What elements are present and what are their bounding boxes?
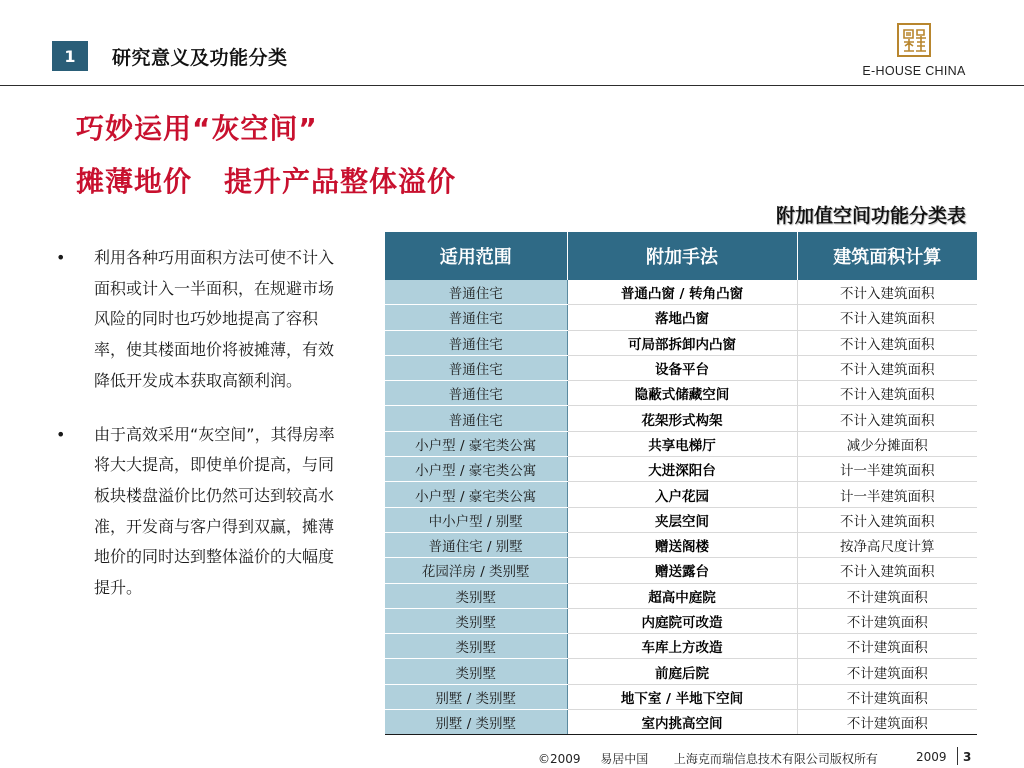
cell-scope: 类别墅: [385, 583, 567, 608]
headline-line-1: 巧妙运用“灰空间”: [76, 112, 318, 145]
table-row: [385, 634, 977, 659]
cell-scope: 普通住宅: [385, 381, 567, 406]
company-logo: [854, 22, 974, 80]
cell-area-calc: 不计建筑面积: [797, 608, 977, 633]
footer-year: 2009: [916, 750, 947, 764]
header-method: 附加手法: [567, 232, 797, 280]
e-house-seal-icon: [896, 22, 932, 58]
logo-text: E-HOUSE CHINA: [862, 64, 966, 78]
cell-scope: 类别墅: [385, 608, 567, 633]
cell-scope: 别墅 / 类别墅: [385, 710, 567, 735]
cell-scope: 普通住宅: [385, 330, 567, 355]
cell-area-calc: 不计建筑面积: [797, 710, 977, 735]
table-row: [385, 710, 977, 735]
cell-scope: 普通住宅: [385, 305, 567, 330]
cell-scope: 小户型 / 豪宅类公寓: [385, 457, 567, 482]
cell-area-calc: 不计入建筑面积: [797, 406, 977, 431]
cell-area-calc: 计一半建筑面积: [797, 457, 977, 482]
cell-method: 赠送阁楼: [567, 532, 797, 557]
table-row: [385, 507, 977, 532]
cell-method: 设备平台: [567, 355, 797, 380]
headline-line-2: [76, 160, 456, 200]
footer-company: 易居中国: [600, 752, 649, 766]
cell-method: 赠送露台: [567, 558, 797, 583]
cell-method: 入户花园: [567, 482, 797, 507]
table-row: [385, 608, 977, 633]
header-area-calc: 建筑面积计算: [797, 232, 977, 280]
section-number-badge: 1: [52, 41, 88, 71]
cell-area-calc: 不计建筑面积: [797, 659, 977, 684]
headline-part-2: 提升产品整体溢价: [224, 165, 457, 198]
cell-scope: 类别墅: [385, 634, 567, 659]
bullet-text: 由于高效采用“灰空间”，其得房率将大大提高，即使单价提高，与同板块楼盘溢价比仍然可达到较高水准，开发商与客户得到双赢，摊薄地价的同时达到整体溢价的大幅度提升。: [94, 424, 335, 598]
cell-area-calc: 不计入建筑面积: [797, 280, 977, 305]
cell-method: 花架形式构架: [567, 406, 797, 431]
cell-scope: 普通住宅 / 别墅: [385, 532, 567, 557]
table-title: 附加值空间功能分类表: [775, 205, 966, 227]
cell-area-calc: 不计入建筑面积: [797, 507, 977, 532]
cell-area-calc: 不计建筑面积: [797, 634, 977, 659]
table-row: [385, 431, 977, 456]
cell-method: 内庭院可改造: [567, 608, 797, 633]
cell-method: 共享电梯厅: [567, 431, 797, 456]
cell-area-calc: 计一半建筑面积: [797, 482, 977, 507]
header-divider: [0, 85, 1024, 86]
table-row: [385, 532, 977, 557]
cell-area-calc: 不计入建筑面积: [797, 305, 977, 330]
header-scope: 适用范围: [385, 232, 567, 280]
cell-area-calc: 不计建筑面积: [797, 583, 977, 608]
table-row: [385, 305, 977, 330]
headline-part-1: 摊薄地价: [76, 165, 193, 198]
table-row: [385, 406, 977, 431]
cell-method: 落地凸窗: [567, 305, 797, 330]
bullet-item: [52, 420, 342, 604]
bullet-text: 利用各种巧用面积方法可使不计入面积或计入一半面积，在规避市场风险的同时也巧妙地提高了容积率，使其楼面地价将被摊薄，有效降低开发成本获取高额利润。: [94, 248, 335, 390]
cell-method: 大进深阳台: [567, 457, 797, 482]
page-number: 3: [963, 750, 972, 764]
cell-scope: 别墅 / 类别墅: [385, 684, 567, 709]
table-row: [385, 659, 977, 684]
cell-area-calc: 不计入建筑面积: [797, 330, 977, 355]
cell-method: 夹层空间: [567, 507, 797, 532]
cell-scope: 中小户型 / 别墅: [385, 507, 567, 532]
cell-scope: 普通住宅: [385, 406, 567, 431]
footer-text: [538, 750, 878, 767]
table-row: [385, 558, 977, 583]
footer-copyright: ©2009: [538, 752, 581, 766]
footer-rights: 上海克而瑞信息技术有限公司版权所有: [673, 752, 878, 766]
table-row: [385, 330, 977, 355]
cell-scope: 小户型 / 豪宅类公寓: [385, 431, 567, 456]
bullet-list: [52, 243, 342, 604]
cell-method: 隐蔽式储藏空间: [567, 381, 797, 406]
table-row: [385, 457, 977, 482]
cell-scope: 花园洋房 / 类别墅: [385, 558, 567, 583]
cell-scope: 小户型 / 豪宅类公寓: [385, 482, 567, 507]
cell-method: 普通凸窗 / 转角凸窗: [567, 280, 797, 305]
table-row: [385, 482, 977, 507]
table-row: [385, 684, 977, 709]
cell-method: 地下室 / 半地下空间: [567, 684, 797, 709]
cell-area-calc: 不计入建筑面积: [797, 381, 977, 406]
table-header-row: [385, 232, 977, 280]
cell-scope: 普通住宅: [385, 355, 567, 380]
table-row: [385, 583, 977, 608]
cell-method: 室内挑高空间: [567, 710, 797, 735]
bullet-marker: •: [56, 248, 66, 267]
cell-method: 超高中庭院: [567, 583, 797, 608]
table-row: [385, 280, 977, 305]
cell-area-calc: 减少分摊面积: [797, 431, 977, 456]
cell-area-calc: 按净高尺度计算: [797, 532, 977, 557]
cell-area-calc: 不计建筑面积: [797, 684, 977, 709]
cell-scope: 类别墅: [385, 659, 567, 684]
section-title: 研究意义及功能分类: [112, 47, 288, 69]
table-row: [385, 355, 977, 380]
cell-method: 可局部拆卸内凸窗: [567, 330, 797, 355]
cell-scope: 普通住宅: [385, 280, 567, 305]
bullet-marker: •: [56, 424, 66, 444]
cell-method: 车库上方改造: [567, 634, 797, 659]
cell-area-calc: 不计入建筑面积: [797, 355, 977, 380]
table-row: [385, 381, 977, 406]
function-classification-table: [385, 232, 977, 735]
footer-separator: [957, 747, 958, 765]
cell-area-calc: 不计入建筑面积: [797, 558, 977, 583]
cell-method: 前庭后院: [567, 659, 797, 684]
bullet-item: [52, 243, 342, 397]
